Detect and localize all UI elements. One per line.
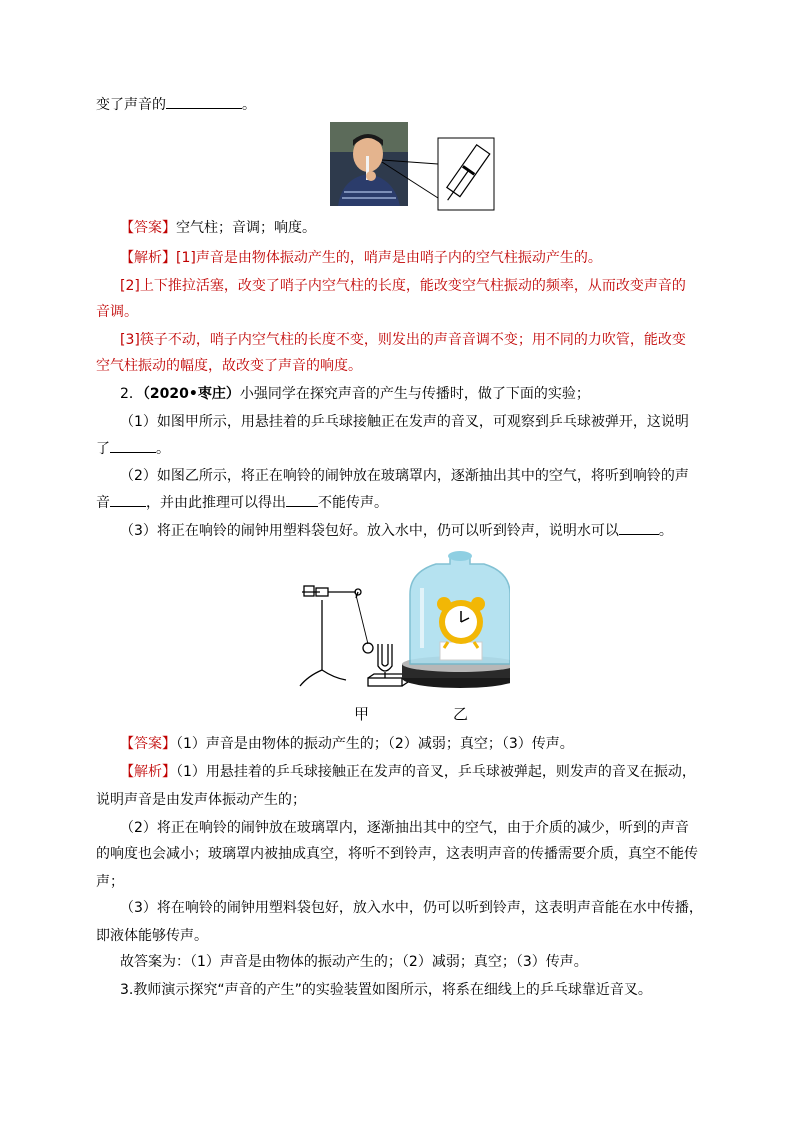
text: 。 <box>242 97 256 113</box>
text: 音 <box>96 495 110 511</box>
question-2-part-2-line-2 <box>96 492 388 513</box>
question-2-stem <box>120 384 590 404</box>
text: [1]声音是由物体振动产生的，哨声是由哨子内的空气柱振动产生的。 <box>176 250 602 266</box>
analysis-2-line-4: 的响度也会减小；玻璃罩内被抽成真空，将听不到铃声，这表明声音的传播需要介质，真空不能传 <box>96 846 698 862</box>
stand-clamp <box>304 586 314 596</box>
answer-blank <box>110 492 146 507</box>
question-2-part-3 <box>120 520 673 541</box>
experiment-figure <box>290 548 510 694</box>
bell-jar-apparatus <box>402 551 510 688</box>
analysis-tag: 【解析】 <box>120 764 176 780</box>
analysis-1-line-5: 空气柱振动的幅度，故改变了声音的响度。 <box>96 358 362 374</box>
answer-text: 空气柱；音调；响度。 <box>176 220 316 236</box>
text: ，并由此推理可以得出 <box>146 495 286 511</box>
analysis-tag: 【解析】 <box>120 250 176 266</box>
answer-tag: 【答案】 <box>120 736 176 752</box>
question-2-part-1-line-2 <box>96 438 170 459</box>
tuning-fork-apparatus <box>300 586 408 686</box>
text: （1）用悬挂着的乒乓球接触正在发声的音叉，乒乓球被弹起，则发声的音叉在振动， <box>176 764 696 780</box>
analysis-1-line-4: [3]筷子不动，哨子内空气柱的长度不变，则发出的声音音调不变；用不同的力吹管，能改变 <box>120 332 686 348</box>
ping-pong-ball <box>363 643 373 653</box>
analysis-1-line-1 <box>120 248 602 268</box>
question-3: 3.教师演示探究“声音的产生”的实验装置如图所示，将系在细线上的乒乓球靠近音叉。 <box>120 982 652 998</box>
resonance-box <box>368 678 402 686</box>
analysis-2-line-6: （3）将在响铃的闹钟用塑料袋包好，放入水中，仍可以听到铃声，这表明声音能在水中传播， <box>120 900 703 916</box>
tuning-fork-inner <box>382 644 388 666</box>
question-2-part-2-line-1: （2）如图乙所示，将正在响铃的闹钟放在玻璃罩内，逐渐抽出其中的空气，将听到响铃的声 <box>120 468 689 484</box>
whistle-figure <box>330 122 496 212</box>
analysis-2-line-5: 声； <box>96 874 124 890</box>
stand-base <box>300 670 346 686</box>
text: 不能传声。 <box>318 495 388 511</box>
text: 小强同学在探究声音的产生与传播时，做了下面的实验； <box>239 386 590 402</box>
question-tail <box>96 94 256 115</box>
answer-1 <box>120 218 316 238</box>
answer-tag: 【答案】 <box>120 220 176 236</box>
text: 。 <box>658 523 673 539</box>
tuning-fork-prongs <box>378 644 392 671</box>
question-source: （2020•枣庄） <box>142 386 240 402</box>
figure-label-b: 乙 <box>453 705 469 723</box>
text: 了 <box>96 441 110 457</box>
answer-text: （1）声音是由物体的振动产生的；（2）减弱；真空；（3）传声。 <box>176 736 574 752</box>
answer-blank <box>286 492 318 507</box>
analysis-1-line-2: [2]上下推拉活塞，改变了哨子内空气柱的长度，能改变空气柱振动的频率，从而改变声音的 <box>120 278 686 294</box>
text: 变了声音的 <box>96 97 166 113</box>
analysis-2-line-7: 即液体能够传声。 <box>96 928 208 944</box>
question-number: 2． <box>120 386 143 402</box>
text: 。 <box>156 441 170 457</box>
analysis-2-line-1 <box>120 762 696 782</box>
answer-blank <box>619 520 659 535</box>
jar-knob <box>448 551 472 561</box>
analysis-1-line-3: 音调。 <box>96 304 138 320</box>
answer-blank <box>110 438 156 453</box>
analysis-2-line-3: （2）将正在响铃的闹钟放在玻璃罩内，逐渐抽出其中的空气，由于介质的减少，听到的声音 <box>120 820 689 836</box>
question-2-part-1-line-1: （1）如图甲所示，用悬挂着的乒乓球接触正在发声的音叉，可观察到乒乓球被弹开，这说明 <box>120 414 689 430</box>
boy-hand <box>366 171 376 181</box>
analysis-2-line-2: 说明声音是由发声体振动产生的； <box>96 792 306 808</box>
text: （3）将正在响铃的闹钟用塑料袋包好。放入水中，仍可以听到铃声，说明水可以 <box>120 523 619 539</box>
analysis-2-line-8: 故答案为：（1）声音是由物体的振动产生的；（2）减弱；真空；（3）传声。 <box>120 954 588 970</box>
answer-blank <box>166 94 242 109</box>
thread <box>356 595 368 644</box>
figure-label-a: 甲 <box>354 705 370 723</box>
answer-2 <box>120 734 574 754</box>
